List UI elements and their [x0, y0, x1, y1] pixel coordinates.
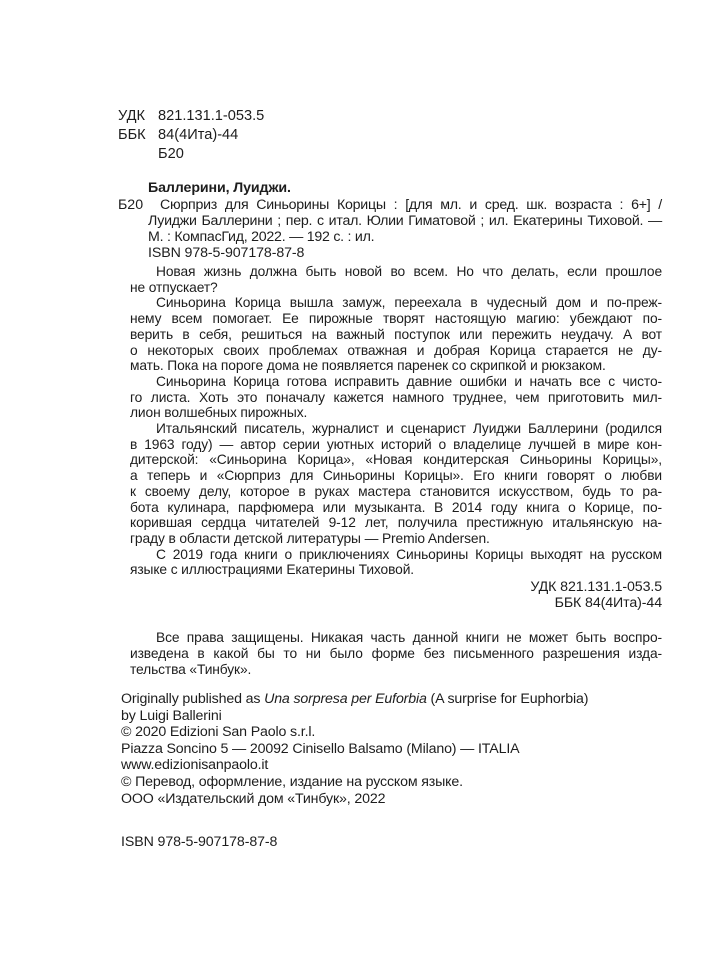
original-title-italic: Una sorpresa per Euforbia: [264, 691, 427, 707]
annotation-line: го листа. Хоть это поначалу кажется намного труднее, чем приготовить мил-: [130, 389, 662, 405]
annotation-line: верить в себя, решиться на важный поступок или пережить неудачу. А вот: [130, 326, 662, 342]
author-sign-value: Б20: [158, 146, 184, 162]
author-heading: Баллерини, Луиджи.: [148, 180, 291, 196]
imprint-line: © 2020 Edizioni San Paolo s.r.l.: [121, 724, 316, 741]
rights-line: изведена в какой бы то ни было форме без письменного разрешения изда-: [130, 646, 662, 661]
isbn-bottom: ISBN 978-5-907178-87-8: [121, 834, 278, 850]
annotation-line: мать. Пока на пороге дома не появляется паренек со скрипкой и рюкзаком.: [130, 358, 606, 374]
author-sign-row: [118, 145, 264, 164]
annotation-paragraph: [130, 374, 662, 421]
classification-line: ББК 84(4Ита)-44: [554, 595, 662, 612]
udk-label: УДК: [118, 108, 145, 124]
annotation-line: бота кулинара, парфюмера или музыканта. В 2014 году книга о Корице, по-: [130, 499, 662, 515]
udk-row: [118, 107, 264, 126]
annotation-line: Синьорина Корица вышла замуж, переехала в чудесный дом и по-преж-: [156, 295, 662, 311]
original-title-suffix: (A surprise for Euphorbia): [426, 691, 589, 707]
annotation-line: Итальянский писатель, журналист и сценарист Луиджи Баллерини (родился: [156, 421, 662, 437]
bibliographic-description: [148, 197, 662, 246]
annotation-line: С 2019 года книги о приключениях Синьорины Корицы выходят на русском: [156, 546, 662, 562]
annotation-line: Синьорина Корица готова исправить давние ошибки и начать все с чисто-: [156, 373, 662, 389]
bbk-row: [118, 126, 264, 145]
classification-line: УДК 821.131.1-053.5: [530, 579, 662, 595]
bbk-label: ББК: [118, 127, 146, 143]
annotation-line: к своему делу, которое в руках мастера становится искусством, будь то ра-: [130, 483, 662, 499]
annotation-line: граду в области детской литературы — Premio Andersen.: [130, 530, 490, 546]
annotation-line: корившая сердца читателей 9-12 лет, получила престижную итальянскую на-: [130, 515, 662, 531]
bibliographic-line: Сюрприз для Синьорины Корицы : [для мл. и сред. шк. возраста : 6+] /: [160, 197, 662, 213]
imprint-lines: [121, 708, 588, 808]
rights-line: Все права защищены. Никакая часть данной книги не может быть воспро-: [156, 630, 662, 645]
bbk-value: 84(4Ита)-44: [158, 127, 239, 143]
annotation-line: языке с иллюстрациями Екатерины Тиховой.: [130, 562, 414, 578]
imprint-block: [121, 691, 588, 807]
classification-top-block: [118, 107, 264, 164]
imprint-line: © Перевод, оформление, издание на русском языке.: [121, 773, 463, 790]
udk-value: 821.131.1-053.5: [158, 108, 265, 124]
rights-line: тельства «Тинбук».: [130, 662, 252, 677]
annotation-line: о некоторых своих проблемах отважная и добрая Корица старается не ду-: [130, 342, 662, 358]
classification-right-block: [130, 579, 662, 612]
annotation-paragraph: [130, 547, 662, 578]
annotation-block: [130, 264, 662, 578]
annotation-paragraph: [130, 264, 662, 295]
annotation-line: нему всем помогает. Ее пирожные творят настоящую магию: убеждают по-: [130, 311, 662, 327]
annotation-paragraph: [130, 421, 662, 547]
rights-notice: [130, 630, 662, 678]
imprint-line: ООО «Издательский дом «Тинбук», 2022: [121, 790, 386, 807]
original-title-prefix: Originally published as: [121, 691, 265, 707]
imprint-line: www.edizionisanpaolo.it: [121, 757, 269, 774]
bibliographic-line: М. : КомпасГид, 2022. — 192 с. : ил.: [148, 229, 375, 246]
imprint-line: by Luigi Ballerini: [121, 707, 222, 724]
catalog-index: Б20: [118, 197, 144, 213]
annotation-paragraph: [130, 295, 662, 374]
annotation-line: не отпускает?: [130, 279, 218, 295]
bibliographic-line: Луиджи Баллерини ; пер. с итал. Юлии Гиматовой ; ил. Екатерины Тиховой. —: [148, 213, 662, 230]
original-title-line: [121, 691, 588, 708]
annotation-line: Новая жизнь должна быть новой во всем. Но что делать, если прошлое: [156, 264, 662, 279]
annotation-line: в 1963 году) — автор серии уютных историй о владелице лучшей в мире кон-: [130, 436, 662, 452]
annotation-line: лион волшебных пирожных.: [130, 405, 308, 421]
isbn-top: ISBN 978-5-907178-87-8: [148, 245, 305, 261]
annotation-line: дитерской: «Синьорина Корица», «Новая кондитерская Синьорины Корицы»,: [130, 452, 662, 468]
annotation-line: а теперь и «Сюрприз для Синьорины Корицы». Его книги говорят о любви: [130, 468, 662, 484]
imprint-line: Piazza Soncino 5 — 20092 Cinisello Balsamo (Milano) — ITALIA: [121, 740, 520, 757]
